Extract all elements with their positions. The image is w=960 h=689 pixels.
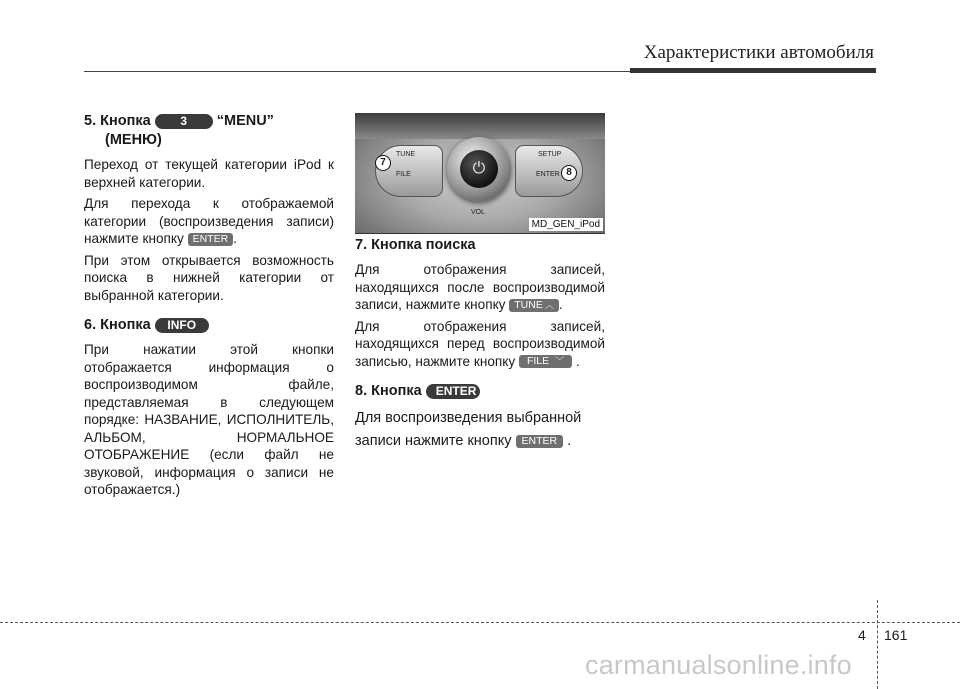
section-8-paragraph-1: Для воспроизведения выбранной записи нажмите кнопку ENTER . (355, 410, 582, 449)
watermark: carmanualsonline.info (585, 650, 852, 680)
header-rule-bold (630, 68, 876, 73)
file-badge: FILE ﹀ (519, 355, 572, 368)
page-number: 161 (884, 627, 908, 643)
left-column (84, 112, 334, 503)
section-5-paragraph-1: Переход от текущей категории iPod к верхней категории. (84, 157, 334, 190)
section-7-paragraph-1: Для отображения записей, находящихся после воспроизводимой записи, нажмите кнопку TUNE ︿ . (355, 262, 605, 312)
section-8-heading: 8. Кнопка ENTER (355, 382, 605, 401)
footer-rule (0, 622, 960, 623)
callout-8: 8 (561, 165, 577, 181)
section-7-heading: 7. Кнопка поиска (355, 237, 476, 253)
chevron-down-icon: ﹀ (555, 356, 565, 367)
head-unit-photo: TUNE FILE SETUP ENTER ⏻ VOL 7 8 MD_GEN_iPod (355, 113, 605, 234)
section-5-paragraph-3: При этом открывается возможность поиска в нижней категории от выбранной категории. (84, 252, 334, 303)
section-7-paragraph-2: Для отображения записей, находящихся перед воспроизводимой записью, нажмите кнопку FILE ﹀ . (355, 318, 605, 369)
middle-column (355, 236, 605, 457)
page-header-title: Характеристики автомобиля (643, 42, 874, 63)
setup-enter-button: SETUP ENTER (515, 145, 583, 197)
section-6-heading: 6. Кнопка INFO (84, 316, 334, 335)
volume-knob (447, 137, 511, 201)
chevron-up-icon: ︿ (544, 299, 554, 310)
enter-badge: ENTER (188, 233, 234, 246)
chapter-number: 4 (858, 627, 866, 643)
enter-badge: ENTER (516, 435, 564, 448)
photo-caption: MD_GEN_iPod (529, 218, 603, 231)
section-5-heading: 5. Кнопка 3 “MENU” (84, 113, 274, 129)
callout-7: 7 (375, 155, 391, 171)
section-6-paragraph-1: При нажатии этой кнопки отображается информация о воспроизводимом файле, представляемая в следующем порядке: НАЗВАНИЕ, ИСПОЛНИТЕЛЬ, АЛЬБОМ, НОРМАЛЬНОЕ ОТОБРАЖЕНИЕ (если файл не звуковой, информация о записи не отображается.) (84, 342, 334, 497)
power-icon: ⏻ (460, 150, 498, 188)
footer-divider (877, 600, 878, 689)
section-5-paragraph-2: Для перехода к отображаемой категории (воспроизведения записи) нажмите кнопку ENTER . (84, 196, 334, 246)
enter-badge-bold: ENTER (426, 384, 480, 399)
button-3-badge: 3 (155, 114, 213, 129)
tune-file-button: TUNE FILE (375, 145, 443, 197)
info-badge: INFO (155, 318, 209, 333)
section-5-heading-line2: (МЕНЮ) (105, 132, 162, 148)
tune-badge: TUNE ︿ (509, 299, 559, 312)
